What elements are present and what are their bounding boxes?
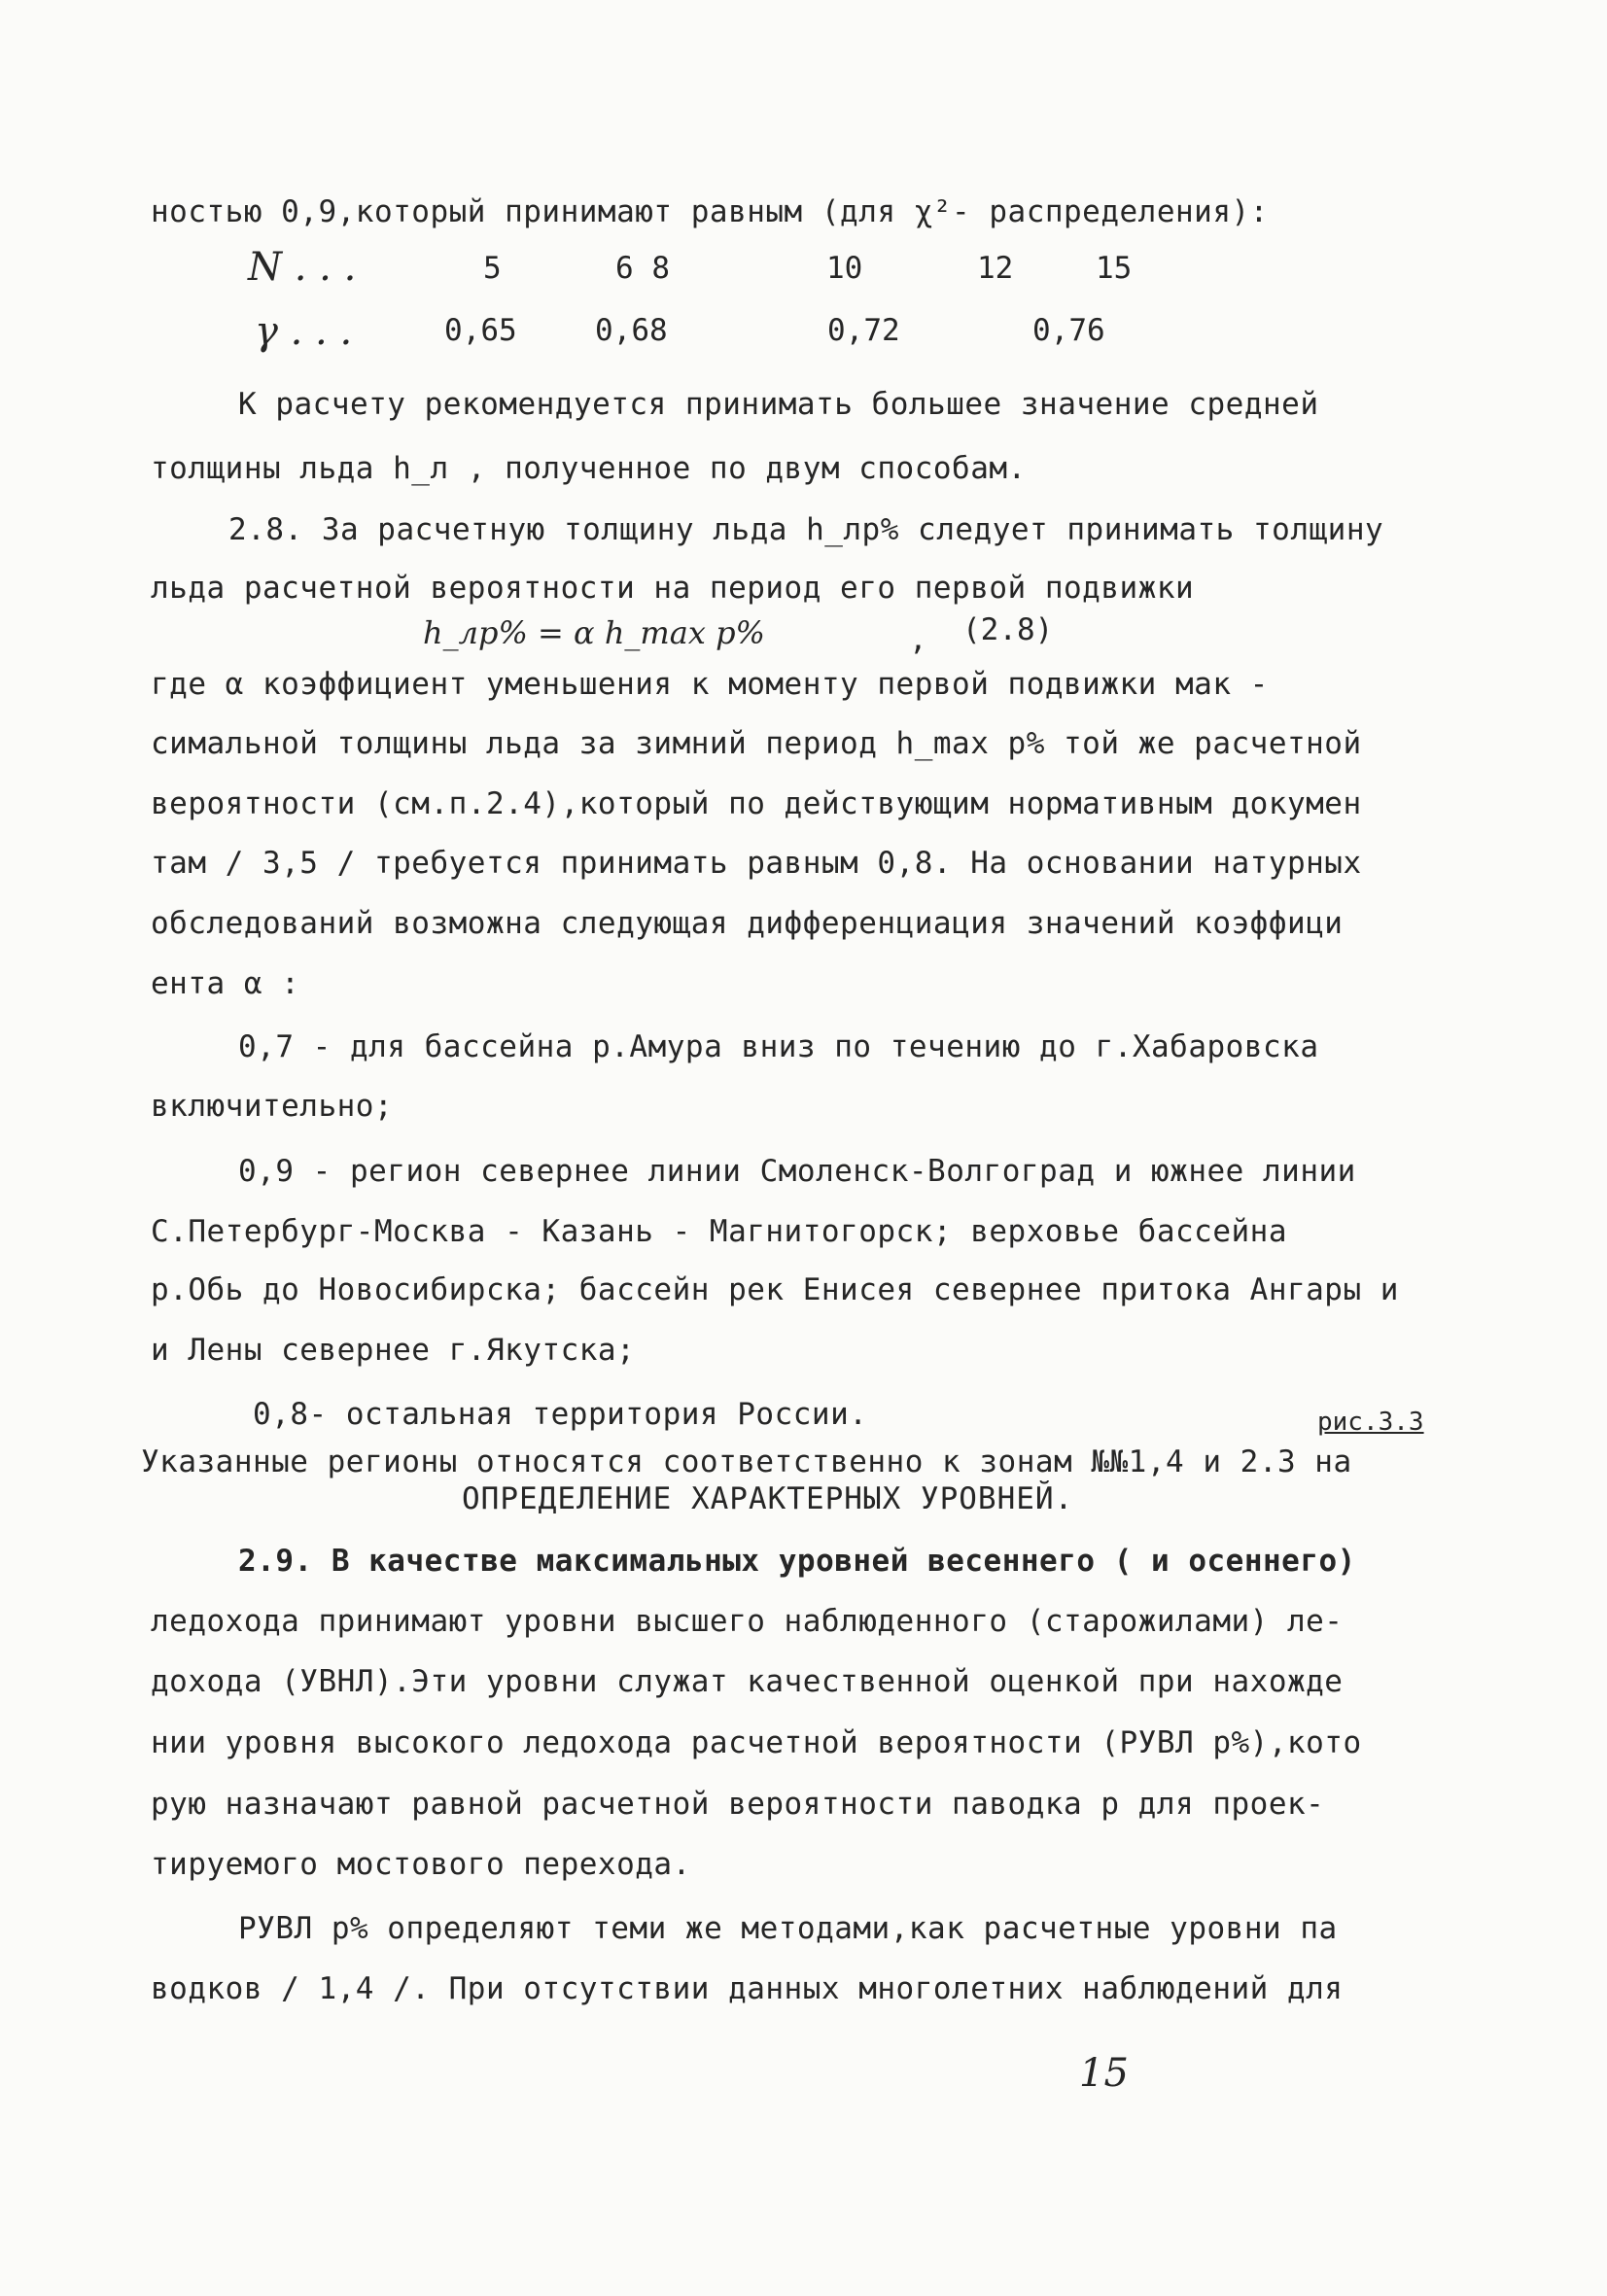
n-value: 15 bbox=[1096, 251, 1133, 286]
text-line-15: С.Петербург-Москва - Казань - Магнитогорск; верховье бассейна bbox=[151, 1214, 1287, 1249]
text-line-13: включительно; bbox=[151, 1089, 394, 1124]
gamma-value: 0,76 bbox=[1032, 313, 1105, 348]
text-line-6: где α коэффициент уменьшения к моменту первой подвижки мак - bbox=[151, 667, 1269, 702]
gamma-value: 0,65 bbox=[444, 313, 517, 348]
margin-note: рис.3.3 bbox=[1317, 1408, 1424, 1437]
text-line-17: и Лены севернее г.Якутска; bbox=[151, 1333, 636, 1368]
n-value: 6 8 bbox=[615, 251, 670, 286]
n-value: 12 bbox=[977, 251, 1014, 286]
text-line-2: К расчету рекомендуется принимать большее значение средней bbox=[238, 387, 1319, 422]
text-line-10: обследований возможна следующая дифференциация значений коэффици bbox=[151, 906, 1344, 941]
text-line-26: тируемого мостового перехода. bbox=[151, 1847, 691, 1882]
text-line-7: симальной толщины льда за зимний период h_max р% той же расчетной bbox=[151, 726, 1362, 761]
text-line-27: РУВЛ р% определяют теми же методами,как расчетные уровни па bbox=[238, 1911, 1338, 1946]
text-line-25: рую назначают равной расчетной вероятности паводка р для проек- bbox=[151, 1787, 1325, 1822]
text-line-5: льда расчетной вероятности на период его первой подвижки bbox=[151, 571, 1195, 606]
formula-number: (2.8) bbox=[962, 612, 1054, 647]
text-line-8: вероятности (см.п.2.4),который по действующим нормативным докумен bbox=[151, 786, 1362, 821]
text-line-9: там / 3,5 / требуется принимать равным 0,8. На основании натурных bbox=[151, 846, 1362, 881]
n-value: 5 bbox=[483, 251, 502, 286]
gamma-value: 0,72 bbox=[827, 313, 900, 348]
text-line-3: толщины льда h_л , полученное по двум способам. bbox=[151, 451, 1027, 486]
text-line-14: 0,9 - регион севернее линии Смоленск-Волгоград и южнее линии bbox=[238, 1154, 1356, 1189]
text-line-18: 0,8- остальная территория России. bbox=[253, 1397, 868, 1432]
section-heading: ОПРЕДЕЛЕНИЕ ХАРАКТЕРНЫХ УРОВНЕЙ. bbox=[462, 1481, 1074, 1516]
formula-expression: h_лр% = α h_max р% bbox=[423, 614, 765, 651]
text-line-28: водков / 1,4 /. При отсутствии данных многолетних наблюдений для bbox=[151, 1971, 1344, 2006]
n-value: 10 bbox=[826, 251, 863, 286]
gamma-row-label: γ . . . bbox=[255, 309, 353, 354]
text-line-22: ледохода принимают уровни высшего наблюденного (старожилами) ле- bbox=[151, 1604, 1344, 1639]
n-row-label: N . . . bbox=[248, 245, 357, 290]
text-line-1: ностью 0,9,который принимают равным (для χ²- распределения): bbox=[151, 194, 1269, 229]
text-line-16: р.Обь до Новосибирска; бассейн рек Енисея севернее притока Ангары и bbox=[151, 1272, 1399, 1307]
text-line-24: нии уровня высокого ледохода расчетной вероятности (РУВЛ р%),кото bbox=[151, 1725, 1362, 1760]
formula-separator: , bbox=[909, 622, 927, 657]
text-line-23: дохода (УВНЛ).Эти уровни служат качественной оценкой при нахожде bbox=[151, 1664, 1344, 1699]
text-line-21: 2.9. В качестве максимальных уровней весеннего ( и осеннего) bbox=[238, 1544, 1356, 1579]
page-number: 15 bbox=[1079, 2051, 1129, 2096]
gamma-value: 0,68 bbox=[595, 313, 668, 348]
text-line-12: 0,7 - для бассейна р.Амура вниз по течению до г.Хабаровска bbox=[238, 1029, 1319, 1064]
n-gamma-table bbox=[0, 0, 1607, 389]
text-line-11: ента α : bbox=[151, 966, 300, 1001]
text-line-4: 2.8. За расчетную толщину льда h_лр% следует принимать толщину bbox=[228, 512, 1384, 547]
text-line-19: Указанные регионы относятся соответственно к зонам №№1,4 и 2.3 на bbox=[141, 1444, 1352, 1479]
